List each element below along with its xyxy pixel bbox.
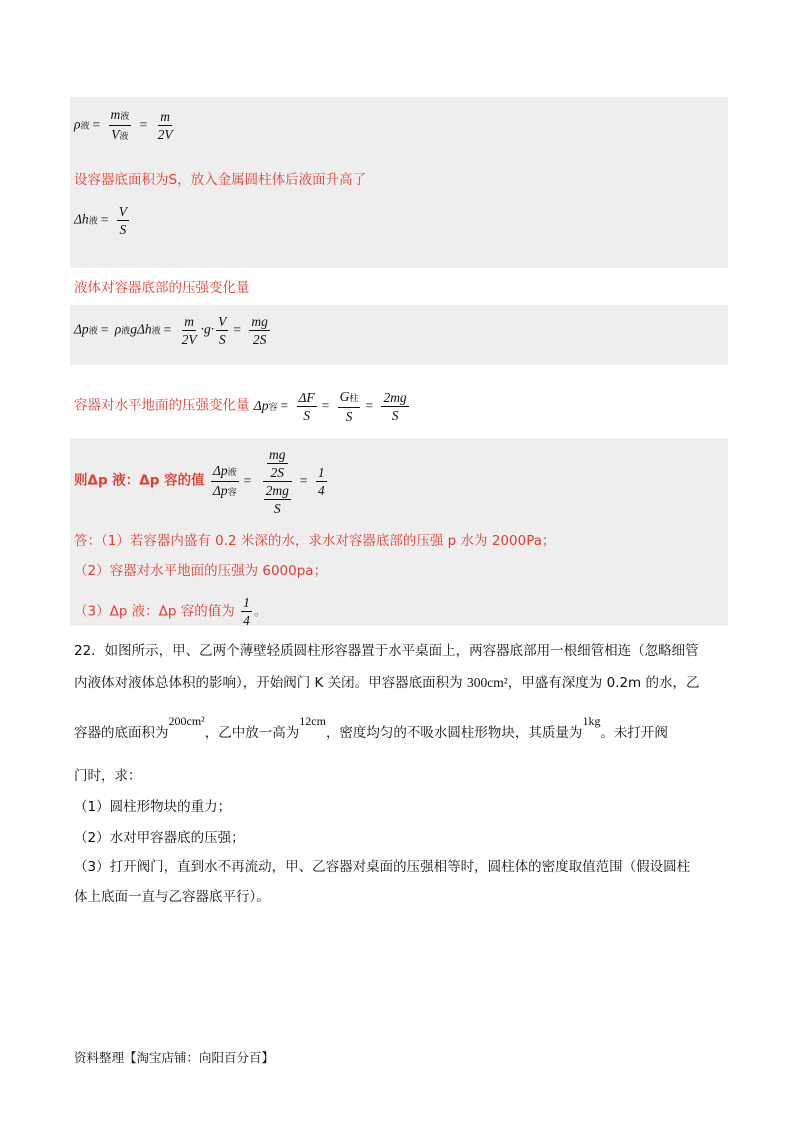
question-sub-3b: 体上底面一直与乙容器底平行）。 [74,889,270,905]
formula-liquid-pressure-change: Δp液 = ρ液gΔh液 = $\frac{m}{2V}$ ·g· $\frac{V}{S}$ = $\frac{mg}{2S}$ [74,314,268,347]
question-line-2: 内液体对液体总体积的影响），开始阀门 K 关闭。甲容器底面积为 300cm²，甲盛有深度为 0.2m 的水，乙 [74,675,700,691]
formula-height-change: Δh液 = $\frac{V}{S}$ [74,204,127,237]
question-line-1: 22．如图所示，甲、乙两个薄壁轻质圆柱形容器置于水平桌面上，两容器底部用一根细管相连（忽略细管 [74,643,699,659]
text-liquid-pressure-change: 液体对容器底部的压强变化量 [74,280,250,296]
question-line-4: 门时，求： [74,768,142,784]
question-sub-1: （1）圆柱形物块的重力； [74,799,232,815]
page-footer: 资料整理【淘宝店铺：向阳百分百】 [74,1050,275,1065]
formula-density: ρ液 = $\frac{\text{m液}}{\text{V液}}$ = $\frac{m}{2V}$ [74,107,173,142]
answer-line-1: 答：（1）若容器内盛有 0.2 米深的水，求水对容器底部的压强 p 水为 2000Pa； [74,533,556,549]
text-area-setup: 设容器底面积为S，放入金属圆柱体后液面升高了 [74,172,367,188]
question-sub-3a: （3）打开阀门，直到水不再流动，甲、乙容器对桌面的压强相等时，圆柱体的密度取值范围（假设圆柱 [74,859,691,875]
question-line-3: 容器的底面积为200cm²，乙中放一高为12cm，密度均匀的不吸水圆柱形物块，其质量为1kg。未打开阀 [74,714,668,741]
answer-line-3: （3）Δp 液：Δp 容的值为 $\frac{1}{4}$ 。 [74,595,268,628]
formula-ratio: 则Δp 液：Δp 容的值 $\frac{\text{Δp液}}{\text{Δp容}}$ = $\frac{\frac{mg}{2S}}{\frac{2mg}{S}}$ = $\frac{1}{4}$ [74,447,325,516]
formula-ground-pressure-change: 容器对水平地面的压强变化量 Δp容 = $\frac{\Delta F}{S}$ = $\frac{\text{G柱}}{S}$ = $\frac{2mg}{S}$ [74,389,407,424]
answer-line-2: （2）容器对水平地面的压强为 6000pa； [74,563,328,579]
question-sub-2: （2）水对甲容器底的压强； [74,830,245,846]
